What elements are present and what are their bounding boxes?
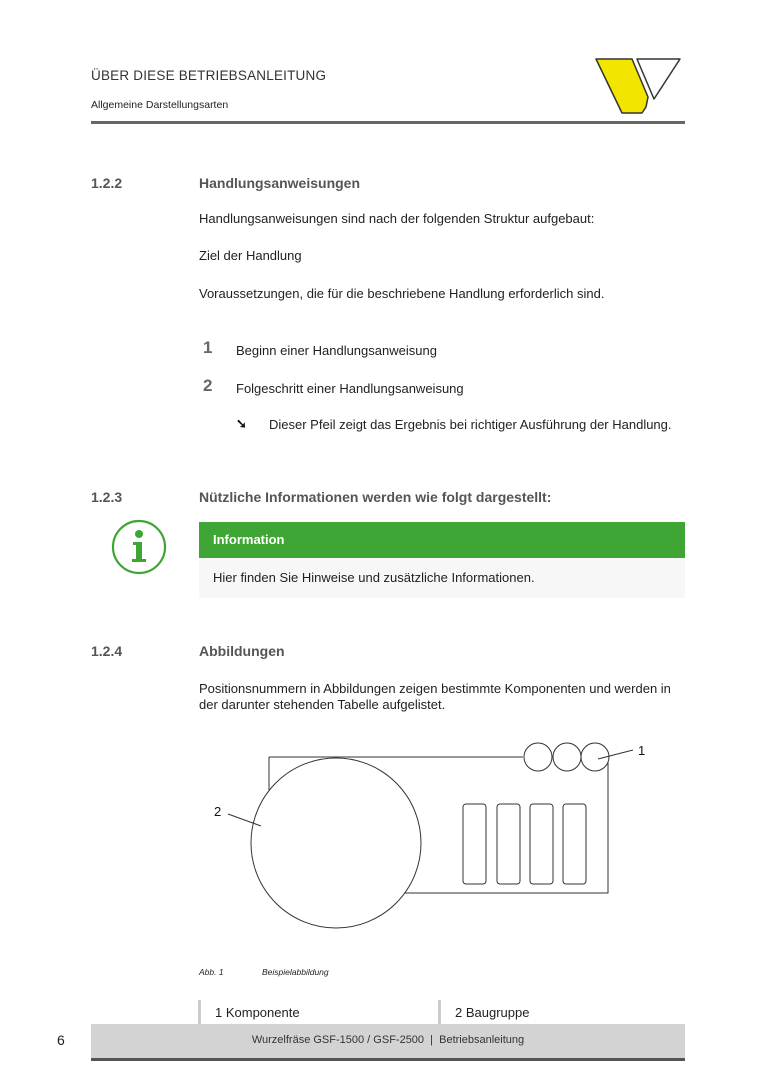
figure-slot-1 xyxy=(463,804,486,884)
info-heading: Information xyxy=(213,532,285,547)
figure-slot-3 xyxy=(530,804,553,884)
section-title-abbildungen: Abbildungen xyxy=(199,643,285,659)
figures-description: Positionsnummern in Abbildungen zeigen bestimmte Komponenten und werden in der darunter stehenden Tabelle aufgelistet. xyxy=(199,681,671,712)
company-logo xyxy=(592,55,686,119)
figure-small-circle-1 xyxy=(524,743,552,771)
legend-text: 1 Komponente xyxy=(215,1005,300,1020)
footer-text: Wurzelfräse GSF-1500 / GSF-2500 | Betriebsanleitung xyxy=(251,1034,525,1046)
section-number-1-2-2: 1.2.2 xyxy=(91,175,123,191)
info-circle-icon xyxy=(110,518,168,576)
header-divider xyxy=(91,121,685,124)
instructions-intro: Handlungsanweisungen sind nach der folgenden Struktur aufgebaut: xyxy=(199,211,595,226)
section-title-information: Nützliche Informationen werden wie folgt dargestellt: xyxy=(199,489,552,505)
page-number: 6 xyxy=(57,1032,65,1048)
info-box-body xyxy=(199,558,685,598)
result-text: Dieser Pfeil zeigt das Ergebnis bei richtiger Ausführung der Handlung. xyxy=(269,417,672,432)
prerequisites: Voraussetzungen, die für die beschriebene Handlung erforderlich sind. xyxy=(199,286,605,301)
example-figure xyxy=(190,730,660,960)
figure-caption-text: Beispielabbildung xyxy=(262,967,329,977)
section-title-handlungsanweisungen: Handlungsanweisungen xyxy=(199,175,361,191)
legend-text: 2 Baugruppe xyxy=(455,1005,530,1020)
legend-cell-1 xyxy=(198,1000,439,1024)
position-label-1: 1 xyxy=(638,743,646,758)
step-number: 1 xyxy=(203,338,213,357)
figure-caption-number: Abb. 1 xyxy=(199,967,224,977)
position-label-2: 2 xyxy=(214,804,222,819)
figure-slot-2 xyxy=(497,804,520,884)
footer-divider xyxy=(91,1058,685,1061)
step-number: 2 xyxy=(203,376,213,395)
arrow-down-right-icon: ➘ xyxy=(236,416,247,431)
step-2-text: Folgeschritt einer Handlungsanweisung xyxy=(236,381,464,396)
figure-slot-4 xyxy=(563,804,586,884)
step-1-text: Beginn einer Handlungsanweisung xyxy=(236,343,437,358)
info-box-header xyxy=(199,522,685,558)
step-2 xyxy=(203,376,212,396)
chapter-title: ÜBER DIESE BETRIEBSANLEITUNG xyxy=(91,68,327,83)
figure-small-circle-2 xyxy=(553,743,581,771)
figure-large-circle xyxy=(251,758,421,928)
action-goal: Ziel der Handlung xyxy=(199,248,302,263)
step-1 xyxy=(203,338,212,358)
section-number-1-2-3: 1.2.3 xyxy=(91,489,123,505)
section-number-1-2-4: 1.2.4 xyxy=(91,643,123,659)
chapter-subtitle: Allgemeine Darstellungsarten xyxy=(91,99,229,111)
legend-cell-2 xyxy=(438,1000,685,1024)
info-text: Hier finden Sie Hinweise und zusätzliche Informationen. xyxy=(213,570,535,585)
